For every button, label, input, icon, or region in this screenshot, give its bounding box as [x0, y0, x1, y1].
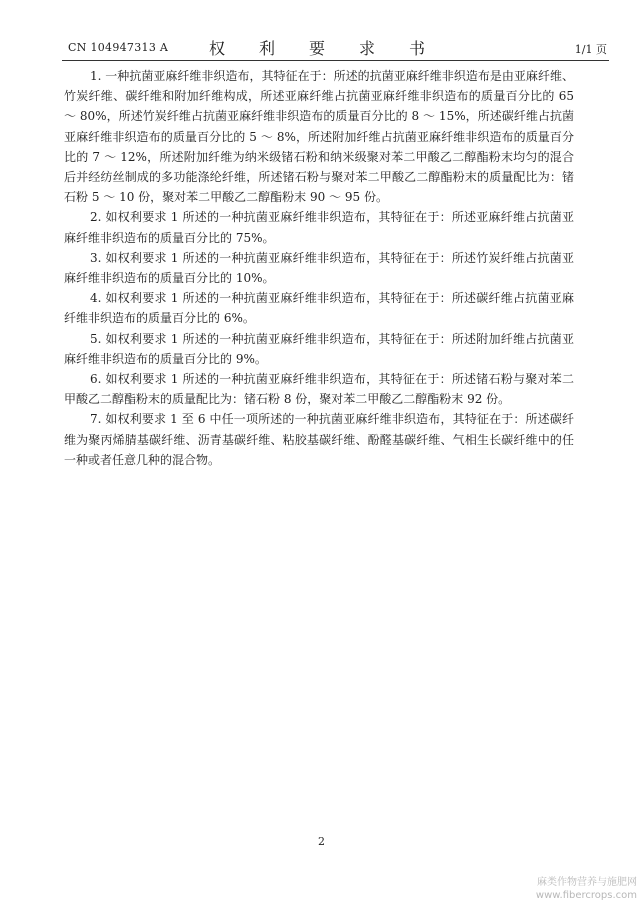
page-title: 权 利 要 求 书: [208, 39, 434, 58]
patent-number: CN 104947313 A: [68, 41, 169, 54]
claim-7: 7. 如权利要求 1 至 6 中任一项所述的一种抗菌亚麻纤维非织造布，其特征在于：所述碳纤维为聚丙烯腈基碳纤维、沥青基碳纤维、粘胶基碳纤维、酚醛基碳纤维、气相生长碳纤维中的任一种或者任意几种的混合物。: [64, 412, 574, 467]
claim-4: 4. 如权利要求 1 所述的一种抗菌亚麻纤维非织造布，其特征在于：所述碳纤维占抗菌亚麻纤维非织造布的质量百分比的 6%。: [64, 291, 574, 326]
watermark-line-2: www.fibercrops.com: [535, 890, 637, 901]
watermark-line-1: 麻类作物营养与施肥网: [537, 877, 637, 888]
claim-1: 1. 一种抗菌亚麻纤维非织造布，其特征在于：所述的抗菌亚麻纤维非织造布是由亚麻纤维、竹炭纤维、碳纤维和附加纤维构成，所述亚麻纤维占抗菌亚麻纤维非织造布的质量百分比的 65 ～ 80%，所述竹炭纤维占抗菌亚麻纤维非织造布的质量百分比的 8 ～ 15%，所述碳纤维占抗菌亚麻纤维非织造布的质量百分比的 5 ～ 8%，所述附加纤维占抗菌亚麻纤维非织造布的质量百分比的 7 ～ 12%，所述附加纤维为纳米级锗石粉和纳米级聚对苯二甲酸乙二醇酯粉末均匀的混合后并经纺丝制成的多功能涤纶纤维，所述锗石粉与聚对苯二甲酸乙二醇酯粉末的质量配比为：锗石粉 5 ～ 10 份，聚对苯二甲酸乙二醇酯粉末 90 ～ 95 份。: [64, 69, 574, 205]
claim-5: 5. 如权利要求 1 所述的一种抗菌亚麻纤维非织造布，其特征在于：所述附加纤维占抗菌亚麻纤维非织造布的质量百分比的 9%。: [64, 331, 574, 366]
watermark: [536, 876, 637, 902]
header-divider: [62, 60, 609, 61]
page-indicator: 1/1 页: [574, 43, 607, 56]
claims-body: [64, 66, 574, 470]
claim-2: 2. 如权利要求 1 所述的一种抗菌亚麻纤维非织造布，其特征在于：所述亚麻纤维占抗菌亚麻纤维非织造布的质量百分比的 75%。: [64, 210, 574, 245]
claim-6: 6. 如权利要求 1 所述的一种抗菌亚麻纤维非织造布，其特征在于：所述锗石粉与聚对苯二甲酸乙二醇酯粉末的质量配比为：锗石粉 8 份，聚对苯二甲酸乙二醇酯粉末 92 份。: [64, 372, 574, 407]
claim-3: 3. 如权利要求 1 所述的一种抗菌亚麻纤维非织造布，其特征在于：所述竹炭纤维占抗菌亚麻纤维非织造布的质量百分比的 10%。: [64, 250, 574, 286]
footer-page-number: 2: [318, 835, 325, 848]
